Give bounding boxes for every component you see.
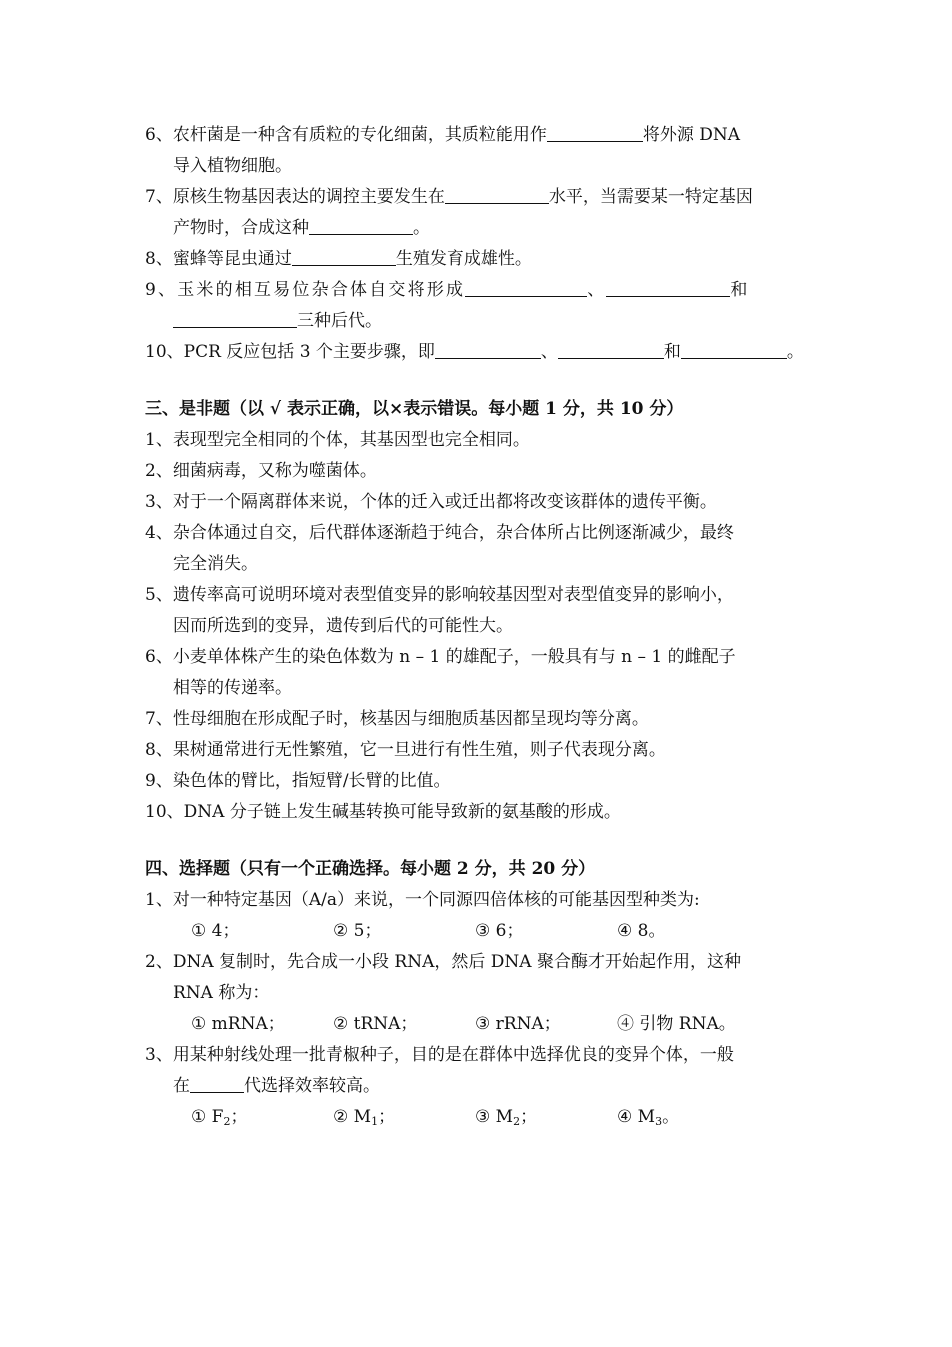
option-4: ④ $M_3$。 bbox=[617, 1107, 680, 1128]
question-number: 8、 bbox=[145, 740, 173, 760]
option-2: ② 5； bbox=[333, 921, 382, 941]
question-number: 9、 bbox=[145, 771, 173, 791]
question-number: 7、 bbox=[145, 709, 173, 729]
option-4: ④ 引物 RNA。 bbox=[617, 1014, 736, 1034]
answer-blank bbox=[681, 340, 787, 359]
question-text: 对一种特定基因（A/a）来说，一个同源四倍体核的可能基因型种类为: bbox=[172, 890, 700, 910]
answer-blank bbox=[606, 278, 730, 297]
question-4-1-options bbox=[145, 916, 813, 947]
section-4-title: 四、选择题（只有一个正确选择。每小题 2 分，共 20 分） bbox=[145, 859, 596, 879]
question-3-4-cont bbox=[145, 549, 813, 580]
question-text: 用某种射线处理一批青椒种子，目的是在群体中选择优良的变异个体，一般 bbox=[172, 1045, 734, 1065]
question-2-6 bbox=[145, 120, 813, 151]
question-number: 1、 bbox=[145, 430, 173, 450]
question-number: 7、 bbox=[145, 187, 173, 207]
question-text: 农杆菌是一种含有质粒的专化细菌，其质粒能用作 bbox=[172, 125, 547, 145]
question-text: 遗传率高可说明环境对表型值变异的影响较基因型对表型值变异的影响小， bbox=[172, 585, 734, 605]
question-text: 玉米的相互易位杂合体自交将形成 bbox=[177, 280, 466, 300]
question-number: 1、 bbox=[145, 890, 173, 910]
separator: 、 bbox=[540, 342, 558, 362]
question-3-7 bbox=[145, 704, 813, 735]
question-number: 5、 bbox=[145, 585, 173, 605]
question-text: PCR 反应包括 3 个主要步骤，即 bbox=[183, 342, 435, 362]
question-number: 2、 bbox=[145, 461, 173, 481]
question-2-9 bbox=[145, 275, 813, 306]
question-text: 生殖发育成雄性。 bbox=[395, 249, 532, 269]
question-text: 三种后代。 bbox=[297, 311, 382, 331]
question-text: 对于一个隔离群体来说，个体的迁入或迁出都将改变该群体的遗传平衡。 bbox=[172, 492, 717, 512]
option-2: ② $M_1$； bbox=[333, 1107, 396, 1128]
separator: 和 bbox=[730, 280, 750, 300]
question-3-5 bbox=[145, 580, 813, 611]
question-4-2-options bbox=[145, 1009, 813, 1040]
option-1: ① mRNA； bbox=[191, 1014, 285, 1034]
question-3-6 bbox=[145, 642, 813, 673]
question-text: 因而所选到的变异，遗传到后代的可能性大。 bbox=[173, 616, 513, 636]
answer-blank bbox=[547, 123, 643, 142]
question-2-9-cont bbox=[145, 306, 813, 337]
question-text: DNA 复制时，先合成一小段 RNA，然后 DNA 聚合酶才开始起作用，这种 bbox=[172, 952, 741, 972]
question-4-3-options bbox=[145, 1102, 813, 1133]
option-3: ③ rRNA； bbox=[475, 1014, 561, 1034]
answer-blank bbox=[309, 216, 413, 235]
question-number: 3、 bbox=[145, 492, 173, 512]
question-2-10 bbox=[145, 337, 813, 368]
question-text: 在 bbox=[173, 1076, 190, 1096]
question-text: 。 bbox=[413, 218, 430, 238]
question-3-1 bbox=[145, 425, 813, 456]
question-text: 代选择效率较高。 bbox=[244, 1076, 380, 1096]
question-4-1 bbox=[145, 885, 813, 916]
section-3-title: 三、是非题（以 √ 表示正确，以×表示错误。每小题 1 分，共 10 分） bbox=[145, 399, 684, 419]
question-text: 产物时，合成这种 bbox=[173, 218, 309, 238]
answer-blank bbox=[558, 340, 664, 359]
question-2-6-cont bbox=[145, 151, 813, 182]
question-number: 4、 bbox=[145, 523, 173, 543]
answer-blank bbox=[190, 1074, 244, 1093]
question-3-2 bbox=[145, 456, 813, 487]
answer-blank bbox=[465, 278, 587, 297]
separator: 。 bbox=[786, 342, 804, 362]
answer-blank bbox=[435, 340, 541, 359]
question-3-4 bbox=[145, 518, 813, 549]
question-text: 相等的传递率。 bbox=[173, 678, 292, 698]
question-number: 8、 bbox=[145, 249, 173, 269]
question-number: 6、 bbox=[145, 647, 173, 667]
question-text: 细菌病毒，又称为噬菌体。 bbox=[172, 461, 377, 481]
question-3-8 bbox=[145, 735, 813, 766]
question-number: 2、 bbox=[145, 952, 173, 972]
question-number: 10、 bbox=[145, 342, 184, 362]
question-4-3 bbox=[145, 1040, 813, 1071]
question-text: 水平，当需要某一特定基因 bbox=[548, 187, 753, 207]
question-3-5-cont bbox=[145, 611, 813, 642]
question-text: DNA 分子链上发生碱基转换可能导致新的氨基酸的形成。 bbox=[183, 802, 621, 822]
question-2-8 bbox=[145, 244, 813, 275]
question-3-9 bbox=[145, 766, 813, 797]
question-text: 完全消失。 bbox=[173, 554, 258, 574]
question-text: 染色体的臂比，指短臂/长臂的比值。 bbox=[172, 771, 451, 791]
question-text: 蜜蜂等昆虫通过 bbox=[172, 249, 292, 269]
question-text: 性母细胞在形成配子时，核基因与细胞质基因都呈现均等分离。 bbox=[172, 709, 649, 729]
question-3-10 bbox=[145, 797, 813, 828]
question-2-7-cont bbox=[145, 213, 813, 244]
question-number: 10、 bbox=[145, 802, 184, 822]
option-3: ③ 6； bbox=[475, 921, 524, 941]
question-2-7 bbox=[145, 182, 813, 213]
question-3-3 bbox=[145, 487, 813, 518]
option-2: ② tRNA； bbox=[333, 1014, 418, 1034]
question-text: 小麦单体株产生的染色体数为 n – 1 的雄配子，一般具有与 n – 1 的雌配子 bbox=[172, 647, 736, 667]
question-text: 杂合体通过自交，后代群体逐渐趋于纯合，杂合体所占比例逐渐减少，最终 bbox=[172, 523, 734, 543]
option-3: ③ $M_2$； bbox=[475, 1107, 538, 1128]
question-text: 原核生物基因表达的调控主要发生在 bbox=[172, 187, 445, 207]
question-number: 6、 bbox=[145, 125, 173, 145]
question-4-2-cont bbox=[145, 978, 813, 1009]
option-1: ① 4； bbox=[191, 921, 240, 941]
question-text: RNA 称为： bbox=[173, 983, 270, 1003]
answer-blank bbox=[292, 247, 396, 266]
question-text: 表现型完全相同的个体，其基因型也完全相同。 bbox=[172, 430, 530, 450]
separator: 、 bbox=[587, 280, 607, 300]
question-4-3-cont bbox=[145, 1071, 813, 1102]
answer-blank bbox=[173, 309, 297, 328]
question-4-2 bbox=[145, 947, 813, 978]
separator: 和 bbox=[663, 342, 681, 362]
question-3-6-cont bbox=[145, 673, 813, 704]
exam-page bbox=[145, 120, 813, 1133]
question-number: 9、 bbox=[145, 280, 178, 300]
option-4: ④ 8。 bbox=[617, 921, 666, 941]
question-text: 导入植物细胞。 bbox=[173, 156, 292, 176]
question-text: 果树通常进行无性繁殖，它一旦进行有性生殖，则子代表现分离。 bbox=[172, 740, 666, 760]
answer-blank bbox=[445, 185, 549, 204]
question-text: 将外源 DNA bbox=[642, 125, 741, 145]
question-number: 3、 bbox=[145, 1045, 173, 1065]
option-1: ① $F_2$； bbox=[191, 1107, 248, 1128]
